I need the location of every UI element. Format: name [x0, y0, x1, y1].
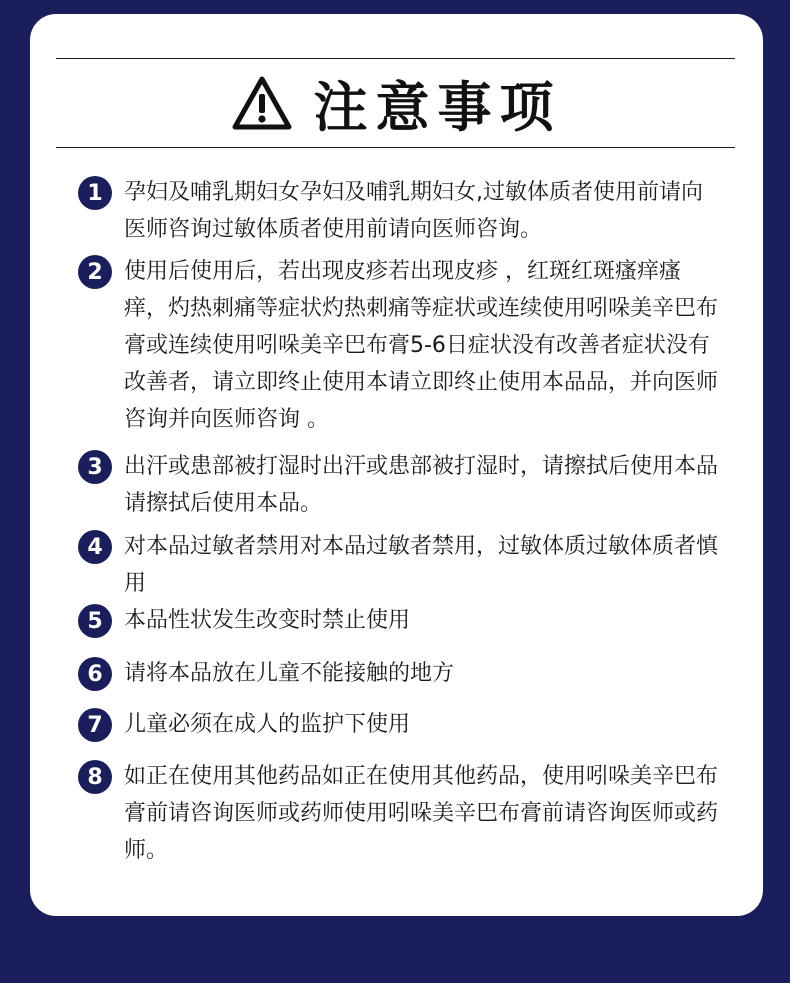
item-number-badge: 8 [78, 760, 112, 794]
list-item [78, 708, 738, 743]
item-number-badge: 3 [78, 450, 112, 484]
bottom-divider [56, 147, 735, 148]
list-item [78, 255, 738, 438]
item-number-badge: 7 [78, 708, 112, 742]
item-number-badge: 6 [78, 657, 112, 691]
list-item [78, 530, 738, 602]
item-number-badge: 1 [78, 176, 112, 210]
item-text: 对本品过敏者禁用对本品过敏者禁用，过敏体质过敏体质者慎用 [124, 534, 719, 596]
list-item [78, 604, 738, 639]
list-item [78, 760, 738, 869]
item-text: 如正在使用其他药品如正在使用其他药品，使用吲哚美辛巴布膏前请咨询医师或药师使用吲哚美辛巴布膏前请咨询医师或药师。 [124, 764, 719, 863]
page-title: 注意事项 [313, 75, 562, 139]
top-divider [56, 58, 735, 59]
item-number-badge: 2 [78, 255, 112, 289]
notice-card [30, 14, 763, 916]
list-item [78, 176, 738, 248]
list-item [78, 657, 738, 692]
item-text: 孕妇及哺乳期妇女孕妇及哺乳期妇女,过敏体质者使用前请向医师咨询过敏体质者使用前请向医师咨询。 [124, 180, 703, 242]
item-text: 本品性状发生改变时禁止使用 [124, 608, 411, 633]
item-number-badge: 4 [78, 530, 112, 564]
item-number-badge: 5 [78, 604, 112, 638]
title-row [30, 68, 763, 138]
item-text: 使用后使用后，若出现皮疹若出现皮疹 ，红斑红斑瘙痒瘙痒，灼热刺痛等症状灼热刺痛等症状或连续使用吲哚美辛巴布膏或连续使用吲哚美辛巴布膏5-6日症状没有改善者症状没有改善者，请立即终止使用本请立即终止使用本品品，并向医师咨询并向医师咨询 。 [124, 259, 719, 432]
warning-triangle-icon [232, 75, 292, 131]
list-item [78, 450, 738, 522]
item-text: 儿童必须在成人的监护下使用 [124, 712, 411, 737]
item-text: 请将本品放在儿童不能接触的地方 [124, 661, 455, 686]
item-text: 出汗或患部被打湿时出汗或患部被打湿时，请擦拭后使用本品请擦拭后使用本品。 [124, 454, 719, 516]
